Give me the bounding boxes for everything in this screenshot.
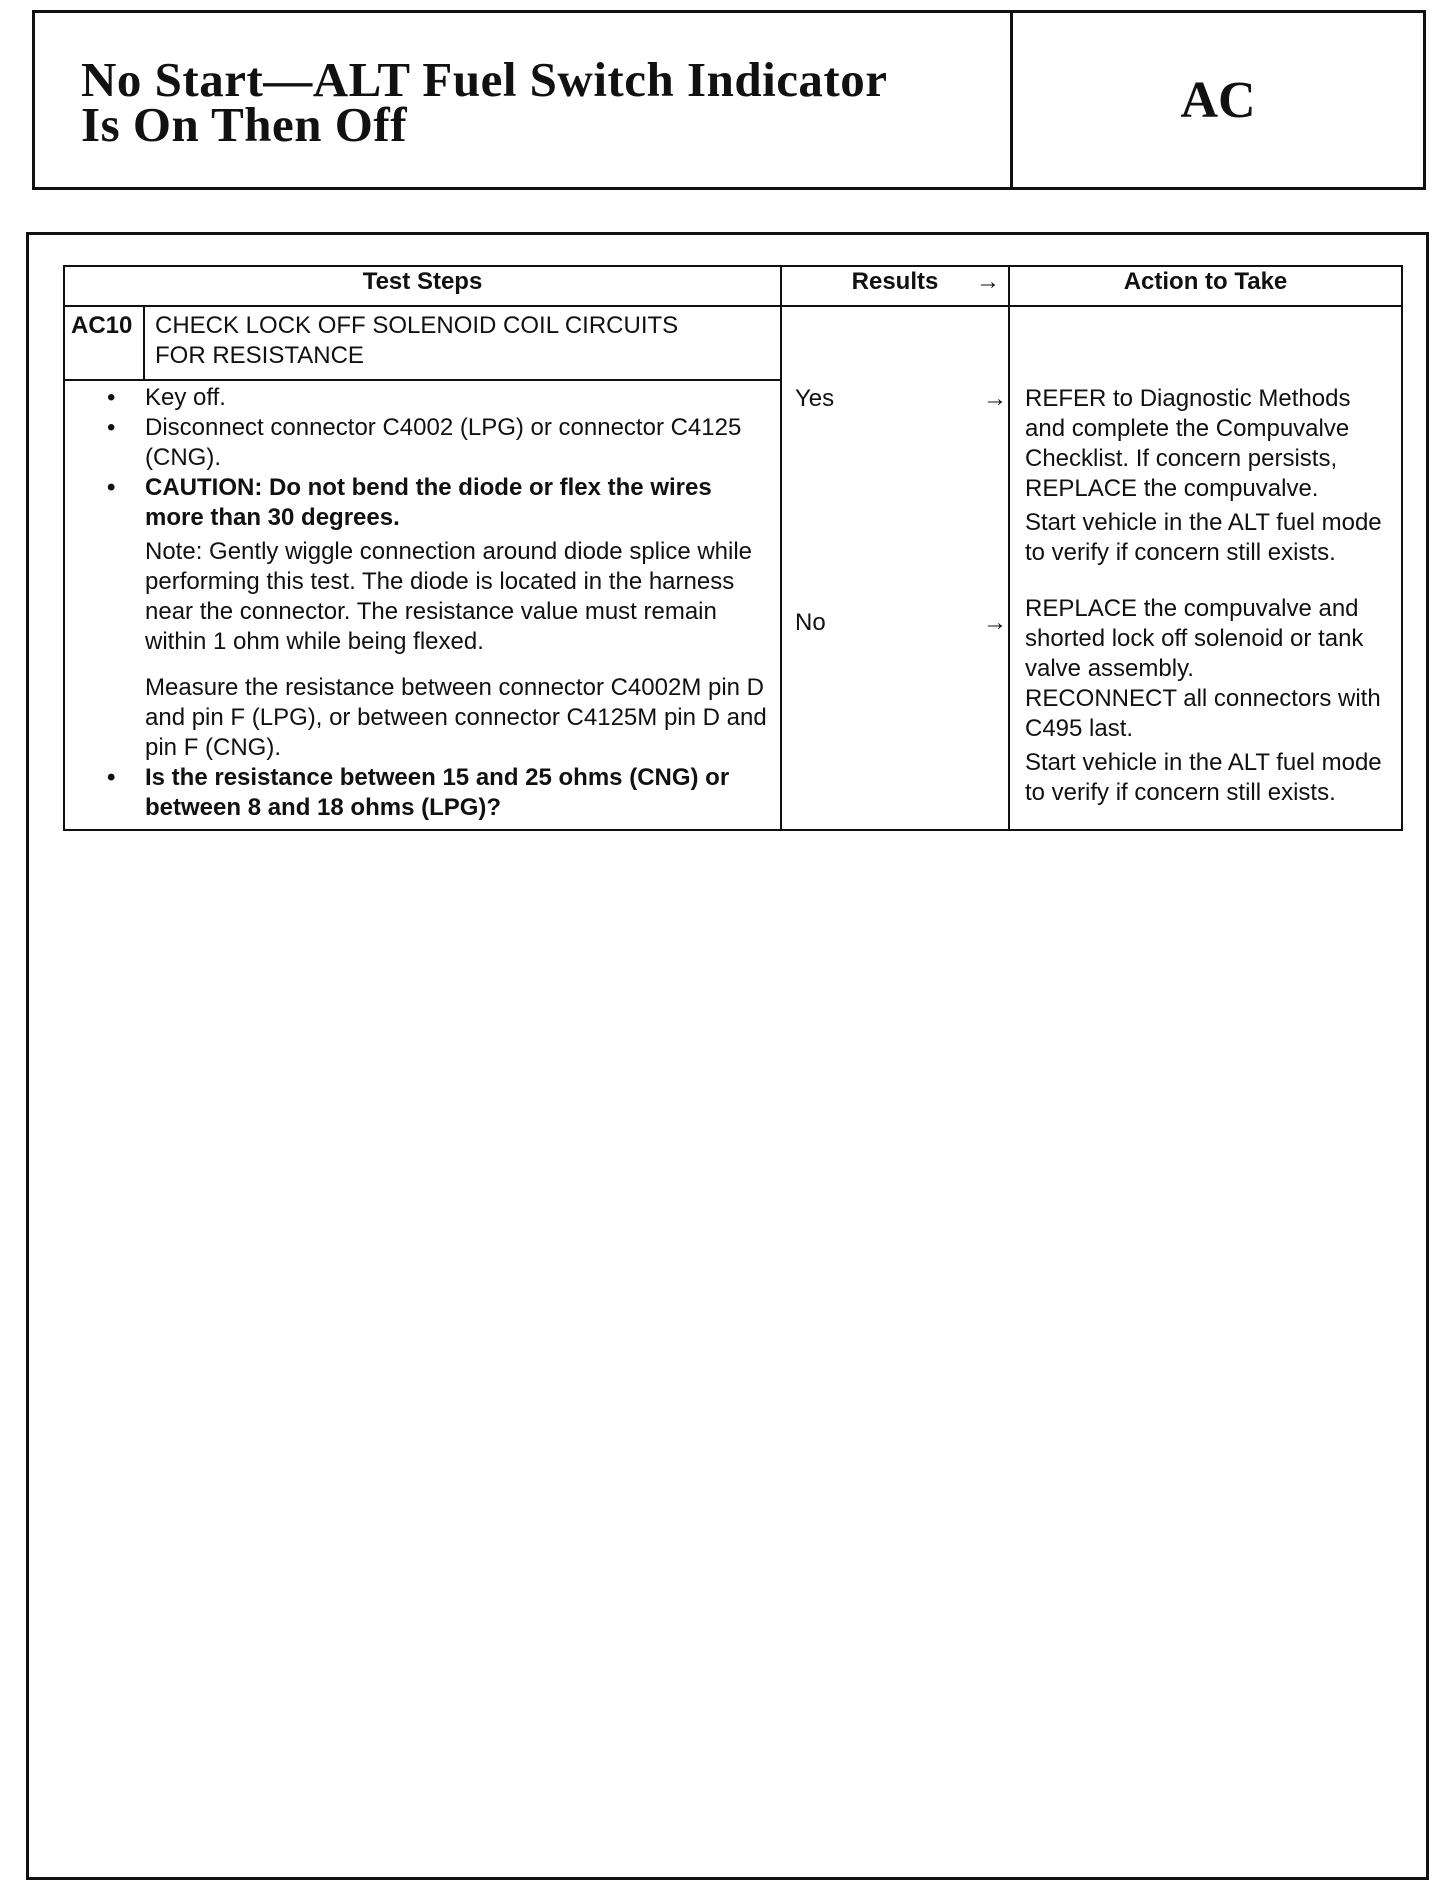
- list-item: [91, 763, 772, 823]
- step-id: AC10: [64, 306, 144, 380]
- page-title: [35, 13, 1013, 187]
- result-no: [795, 608, 1005, 638]
- step-title-line-1: CHECK LOCK OFF SOLENOID COIL CIRCUITS: [155, 312, 679, 339]
- note-text: Note: Gently wiggle connection around diode splice while performing this test. The diode is located in the harness near the connector. The resistance value must remain within 1 ohm while being flexed.: [145, 538, 753, 655]
- actions-content: [1011, 308, 1400, 808]
- list-item: [91, 383, 772, 413]
- action-no-3: Start vehicle in the ALT fuel mode to verify if concern still exists.: [1025, 749, 1382, 806]
- right-arrow-icon: →: [983, 609, 1007, 636]
- result-yes-label: Yes: [795, 385, 835, 412]
- action-no-2: RECONNECT all connectors with C495 last.: [1025, 685, 1381, 742]
- bullet-icon: •: [107, 384, 116, 411]
- step-title: [144, 306, 781, 380]
- col-header-action: Action to Take: [1009, 266, 1402, 306]
- bullet-icon: •: [107, 474, 116, 501]
- table-header-row: [64, 266, 1402, 306]
- page-header: [32, 10, 1426, 190]
- bullet-icon: •: [107, 414, 116, 441]
- step-bullets: [91, 383, 772, 533]
- action-no-1: REPLACE the compuvalve and shorted lock off solenoid or tank valve assembly.: [1025, 595, 1364, 682]
- step-title-line-2: FOR RESISTANCE: [155, 342, 364, 369]
- bullet-icon: •: [107, 764, 116, 791]
- section-code: AC: [1180, 71, 1256, 129]
- title-line-2: Is On Then Off: [81, 97, 408, 152]
- step-question: [91, 763, 772, 823]
- col-header-results: [781, 266, 1009, 306]
- content-frame: [26, 232, 1429, 1880]
- action-yes-2: Start vehicle in the ALT fuel mode to verify if concern still exists.: [1025, 509, 1382, 566]
- measure-text: Measure the resistance between connector C4002M pin D and pin F (LPG), or between connector C4125M pin D and pin F (CNG).: [145, 674, 767, 761]
- right-arrow-icon: →: [976, 268, 1000, 295]
- test-steps-table: [63, 265, 1403, 831]
- right-arrow-icon: →: [983, 385, 1007, 412]
- col-header-results-label: Results: [851, 268, 939, 295]
- question-text: Is the resistance between 15 and 25 ohms (CNG) or between 8 and 18 ohms (LPG)?: [145, 764, 730, 821]
- step-title-row: [64, 306, 1402, 380]
- caution-text: CAUTION: Do not bend the diode or flex the wires more than 30 degrees.: [145, 474, 712, 531]
- list-item: [91, 413, 772, 473]
- action-yes-1: REFER to Diagnostic Methods and complete the Compuvalve Checklist. If concern persists, REPLACE the compuvalve.: [1025, 385, 1351, 502]
- title-line-1: No Start—ALT Fuel Switch Indicator: [81, 52, 888, 107]
- result-yes: [795, 384, 1005, 414]
- results-cell: [781, 306, 1009, 830]
- actions-cell: [1009, 306, 1402, 830]
- list-item: [91, 473, 772, 533]
- bullet-text: Key off.: [145, 384, 226, 411]
- result-no-label: No: [795, 609, 826, 636]
- bullet-text: Disconnect connector C4002 (LPG) or connector C4125 (CNG).: [145, 414, 742, 471]
- col-header-test-steps: Test Steps: [64, 266, 781, 306]
- step-body: [64, 380, 781, 830]
